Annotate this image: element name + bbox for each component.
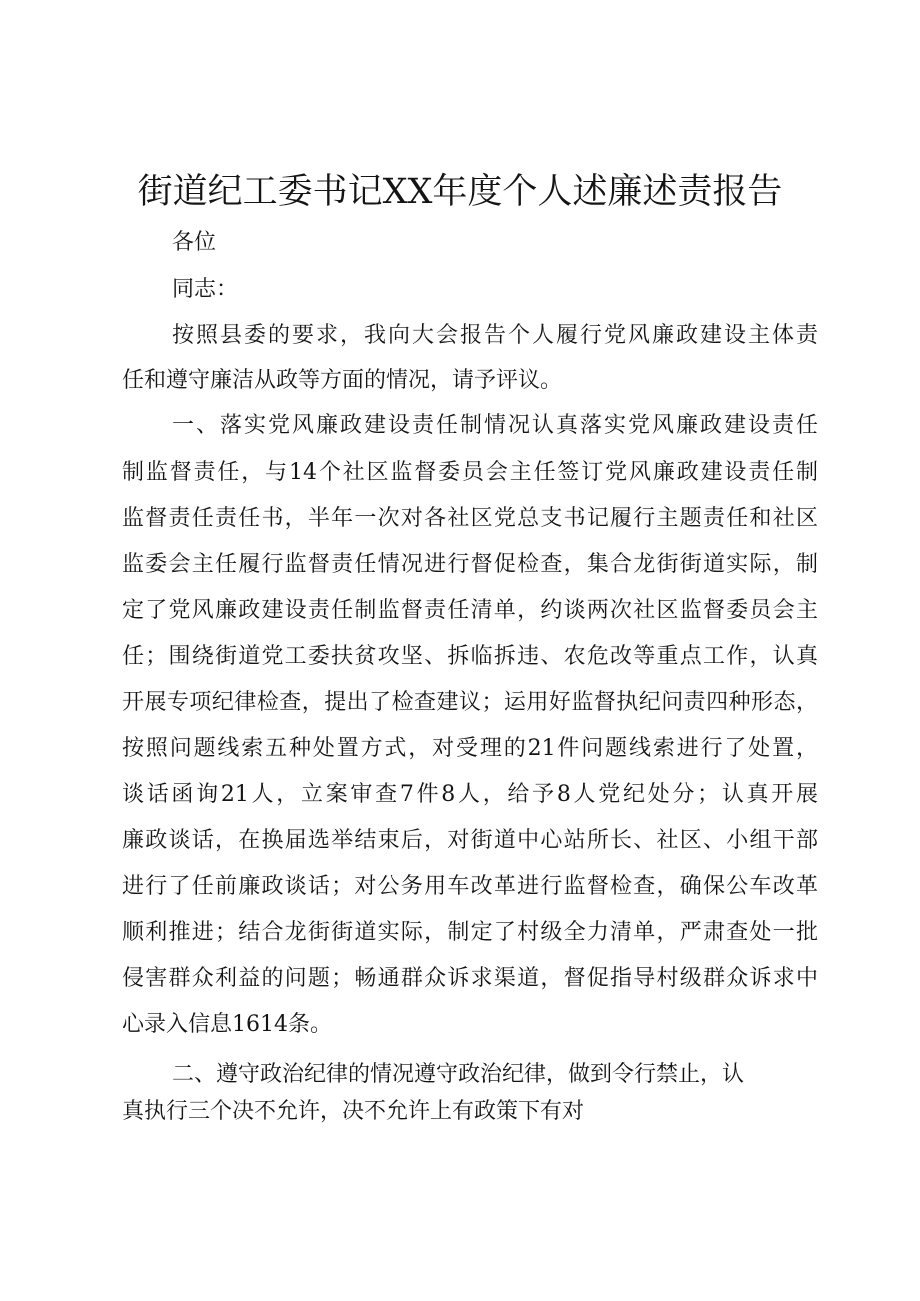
paragraph-line: 制监督责任，与14个社区监督委员会主任签订党风廉政建设责任制: [122, 460, 818, 485]
paragraph-line: 任；围绕街道党工委扶贫攻坚、拆临拆违、农危改等重点工作，认真: [122, 644, 818, 669]
paragraph-line: 监督责任责任书，半年一次对各社区党总支书记履行主题责任和社区: [122, 506, 818, 531]
paragraph-line: 顺利推进；结合龙街街道实际，制定了村级全力清单，严肃查处一批: [122, 920, 818, 945]
paragraph-line: 任和遵守廉洁从政等方面的情况，请予评议。: [122, 368, 563, 393]
paragraph-line: 定了党风廉政建设责任制监督责任清单，约谈两次社区监督委员会主: [122, 598, 818, 623]
paragraph-line: 按照县委的要求，我向大会报告个人履行党风廉政建设主体责: [172, 323, 818, 348]
paragraph-line: 真执行三个决不允许，决不允许上有政策下有对: [122, 1099, 585, 1124]
paragraph-line: 侵害群众利益的问题；畅通群众诉求渠道，督促指导村级群众诉求中: [122, 966, 818, 991]
salutation-line-1: 各位: [172, 230, 217, 255]
paragraph-line: 开展专项纪律检查，提出了检查建议；运用好监督执纪问责四种形态，: [122, 690, 818, 715]
paragraph-line: 监委会主任履行监督责任情况进行督促检查，集合龙街街道实际，制: [122, 552, 818, 577]
salutation-line-2: 同志：: [172, 277, 239, 302]
document-title: 街道纪工委书记XX年度个人述廉述责报告: [137, 172, 783, 212]
paragraph-line: 心录入信息1614条。: [122, 1012, 332, 1037]
paragraph-line: 按照问题线索五种处置方式，对受理的21件问题线索进行了处置，: [122, 736, 818, 761]
paragraph-line: 谈话函询21人，立案审查7件8人，给予8人党纪处分；认真开展: [122, 782, 818, 807]
paragraph-line: 二、遵守政治纪律的情况遵守政治纪律，做到令行禁止，认: [172, 1062, 745, 1087]
paragraph-line: 进行了任前廉政谈话；对公务用车改革进行监督检查，确保公车改革: [122, 874, 818, 899]
paragraph-line: 廉政谈话，在换届选举结束后，对街道中心站所长、社区、小组干部: [122, 828, 818, 853]
paragraph-line: 一、落实党风廉政建设责任制情况认真落实党风廉政建设责任: [172, 413, 818, 438]
